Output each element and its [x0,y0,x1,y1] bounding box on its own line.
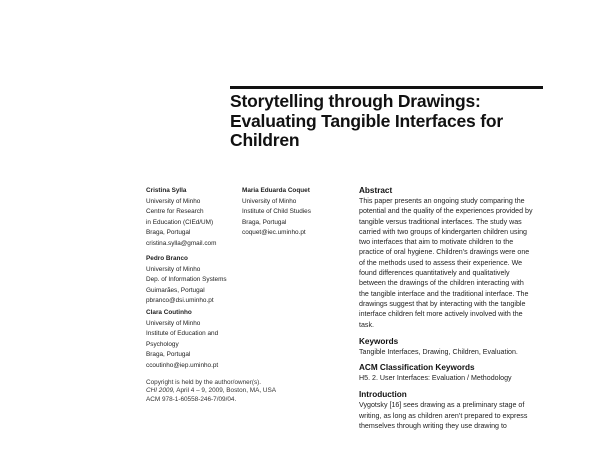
keywords-heading: Keywords [359,336,399,346]
abstract-body [359,196,559,330]
abstract-line: drawings suggest that by interacting with the tangible [359,299,526,308]
author-block-coutinho [146,308,218,372]
introduction-line: themselves through writing they use drawing to [359,422,507,431]
acm-isbn-line: ACM 978-1-60558-246-7/09/04. [146,395,237,403]
conference-name: CHI 2009, [146,387,175,395]
author-affiliation-line: University of Minho [242,197,297,205]
author-email: cristina.sylla@gmail.com [146,239,217,247]
title-rule [230,86,543,89]
author-name: Maria Eduarda Coquet [242,187,310,194]
author-affiliation-line: Braga, Portugal [146,229,191,237]
conference-details: April 4 – 9, 2009, Boston, MA, USA [174,387,277,395]
author-affiliation-line: University of Minho [146,265,201,273]
author-block-branco [146,254,227,307]
author-affiliation-line: Institute of Education and [146,330,219,338]
introduction-body [359,400,559,431]
author-name: Pedro Branco [146,255,188,262]
author-affiliation-line: University of Minho [146,319,201,327]
abstract-line: between the drawings of the children interacting with [359,279,524,288]
author-affiliation-line: in Education (CIEd/UM) [146,218,214,226]
abstract-heading: Abstract [359,186,393,195]
keywords-text: Tangible Interfaces, Drawing, Children, Evaluation. [359,347,518,356]
author-affiliation-line: Psychology [146,340,179,348]
conference-line [146,387,276,395]
introduction-line: Vygotsky [16] sees drawing as a preliminary stage of [359,401,525,410]
author-affiliation-line: Dep. of Information Systems [146,276,227,284]
author-name: Clara Coutinho [146,309,192,316]
abstract-line: practice of oral hygiene. Children’s drawings were one [359,248,530,257]
right-column [359,186,559,431]
author-affiliation-line: Centre for Research [146,208,204,216]
abstract-line: carried with two groups of kindergarten children using [359,227,527,236]
paper-title [230,92,550,151]
abstract-line: two interfaces that aim to motivate children to the [359,238,514,247]
title-line: Storytelling through Drawings: [230,91,481,111]
author-affiliation-line: Braga, Portugal [242,218,287,226]
abstract-line: found differences quantitatively and qualitatively [359,269,510,278]
introduction-line: writing, as long as children aren’t prepared to express [359,411,528,420]
acm-classification-text: H5. 2. User Interfaces: Evaluation / Methodology [359,374,512,383]
abstract-line: task. [359,320,374,329]
abstract-line: tangible versus traditional interfaces. The study was [359,217,522,226]
title-line: Evaluating Tangible Interfaces for [230,110,503,131]
abstract-line: the tangible interface and the traditional interface. The [359,289,529,298]
author-name: Cristina Sylla [146,187,187,194]
author-block-sylla [146,186,216,250]
acm-classification-heading: ACM Classification Keywords [359,363,475,373]
introduction-heading: Introduction [359,390,407,400]
abstract-line: of the methods used to assess their experience. We [359,258,523,267]
author-email: ccoutinho@iep.uminho.pt [146,361,219,369]
author-affiliation-line: University of Minho [146,197,201,205]
author-email: pbranco@dsi.uminho.pt [146,297,214,305]
abstract-line: interface children felt more actively involved with the [359,310,523,319]
author-affiliation-line: Institute of Child Studies [242,208,311,216]
author-block-coquet [242,186,311,239]
copyright-block [146,379,276,404]
abstract-line: This paper presents an ongoing study comparing the [359,197,525,205]
copyright-line: Copyright is held by the author/owner(s). [146,379,262,386]
author-affiliation-line: Guimarães, Portugal [146,286,205,294]
author-affiliation-line: Braga, Portugal [146,351,191,359]
title-line: Children [230,130,300,150]
author-email: coquet@iec.uminho.pt [242,229,306,237]
abstract-line: potential and the quality of the experiences provided by [359,207,533,216]
